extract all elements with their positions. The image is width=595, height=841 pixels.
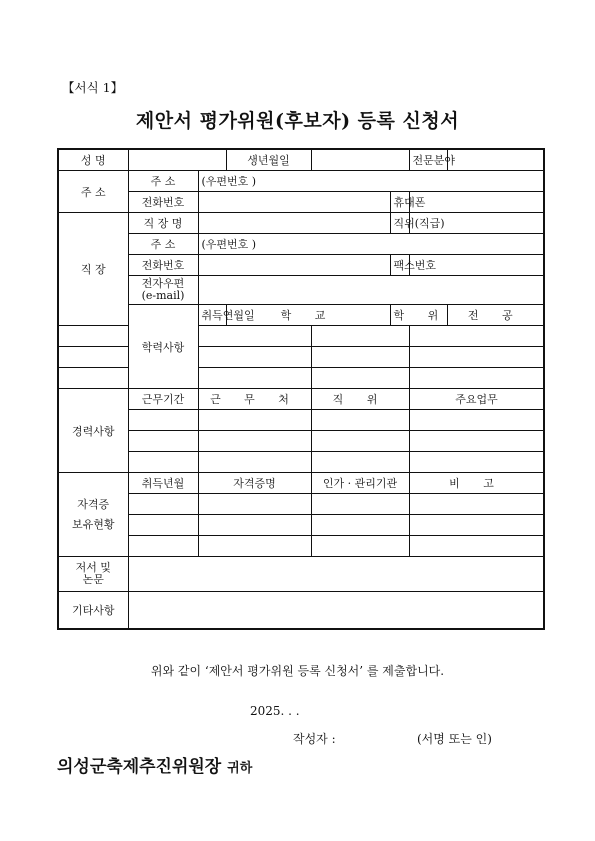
license-row (58, 515, 544, 536)
specialty-field[interactable] (447, 149, 544, 171)
other-label: 기타사항 (58, 592, 128, 630)
education-section-label: 학력사항 (128, 305, 198, 389)
date-line: 2025. . . (250, 704, 300, 718)
career-row (58, 452, 544, 473)
address-section-label: 주 소 (58, 171, 128, 213)
career-row (58, 431, 544, 452)
other-field[interactable] (128, 592, 544, 630)
publications-label-line1: 저서 및 (75, 561, 111, 574)
publications-field[interactable] (128, 557, 544, 592)
license-label-line2: 보유현황 (71, 517, 115, 531)
birth-label: 생년월일 (226, 149, 311, 171)
page-title: 제안서 평가위원(후보자) 등록 신청서 (135, 110, 460, 132)
email-label-line1: 전자우편 (141, 277, 185, 290)
email-label (128, 276, 198, 305)
addressee (57, 752, 252, 777)
workplace-name-field[interactable] (198, 213, 390, 234)
education-header-date: 취득연월일 (198, 305, 226, 326)
education-header-school: 학 교 (226, 305, 390, 326)
name-field[interactable] (128, 149, 226, 171)
name-label: 성 명 (58, 149, 128, 171)
declaration-text: 위와 같이 ‘제안서 평가위원 등록 신청서’ 를 제출합니다. (150, 664, 445, 678)
education-header-major: 전 공 (447, 305, 544, 326)
application-form-table (57, 148, 545, 630)
career-section-label: 경력사항 (58, 389, 128, 473)
license-header-agency: 인가 · 관리기관 (311, 473, 409, 494)
addressee-suffix: 귀하 (227, 761, 253, 776)
license-header-name: 자격증명 (198, 473, 311, 494)
license-header-date: 취득년월 (128, 473, 198, 494)
license-header-note: 비 고 (409, 473, 544, 494)
address-label: 주 소 (128, 171, 198, 192)
address-field[interactable]: (우편번호 ) (198, 171, 544, 192)
license-label-line1: 자격증 (77, 497, 110, 511)
career-header-period: 근무기간 (128, 389, 198, 410)
specialty-label: 전문분야 (409, 149, 447, 171)
form-tag: 【서식 1】 (62, 80, 124, 95)
mobile-label: 휴대폰 (390, 192, 409, 213)
work-address-field[interactable]: (우편번호 ) (198, 234, 544, 255)
fax-label: 팩스번호 (390, 255, 409, 276)
career-row (58, 410, 544, 431)
workplace-name-label: 직 장 명 (128, 213, 198, 234)
email-label-line2: (e-mail) (141, 289, 185, 302)
publications-label-line2: 논문 (82, 573, 104, 586)
license-row (58, 494, 544, 515)
career-header-position: 직 위 (311, 389, 409, 410)
author-label: 작성자 : (293, 732, 336, 746)
workplace-section-label: 직 장 (58, 213, 128, 326)
license-section-label (58, 473, 128, 557)
phone-label: 전화번호 (128, 192, 198, 213)
phone-field[interactable] (198, 192, 390, 213)
birth-field[interactable] (311, 149, 409, 171)
career-header-duties: 주요업무 (409, 389, 544, 410)
addressee-name: 의성군축제추진위원장 (57, 757, 222, 777)
license-row (58, 536, 544, 557)
mobile-field[interactable] (409, 192, 544, 213)
work-address-label: 주 소 (128, 234, 198, 255)
work-phone-label: 전화번호 (128, 255, 198, 276)
signature-label: (서명 또는 인) (417, 732, 492, 746)
publications-label (58, 557, 128, 592)
career-header-workplace: 근 무 처 (198, 389, 311, 410)
education-header-degree: 학 위 (390, 305, 447, 326)
work-phone-field[interactable] (198, 255, 390, 276)
email-field[interactable] (198, 276, 544, 305)
position-grade-label: 직위(직급) (390, 213, 409, 234)
